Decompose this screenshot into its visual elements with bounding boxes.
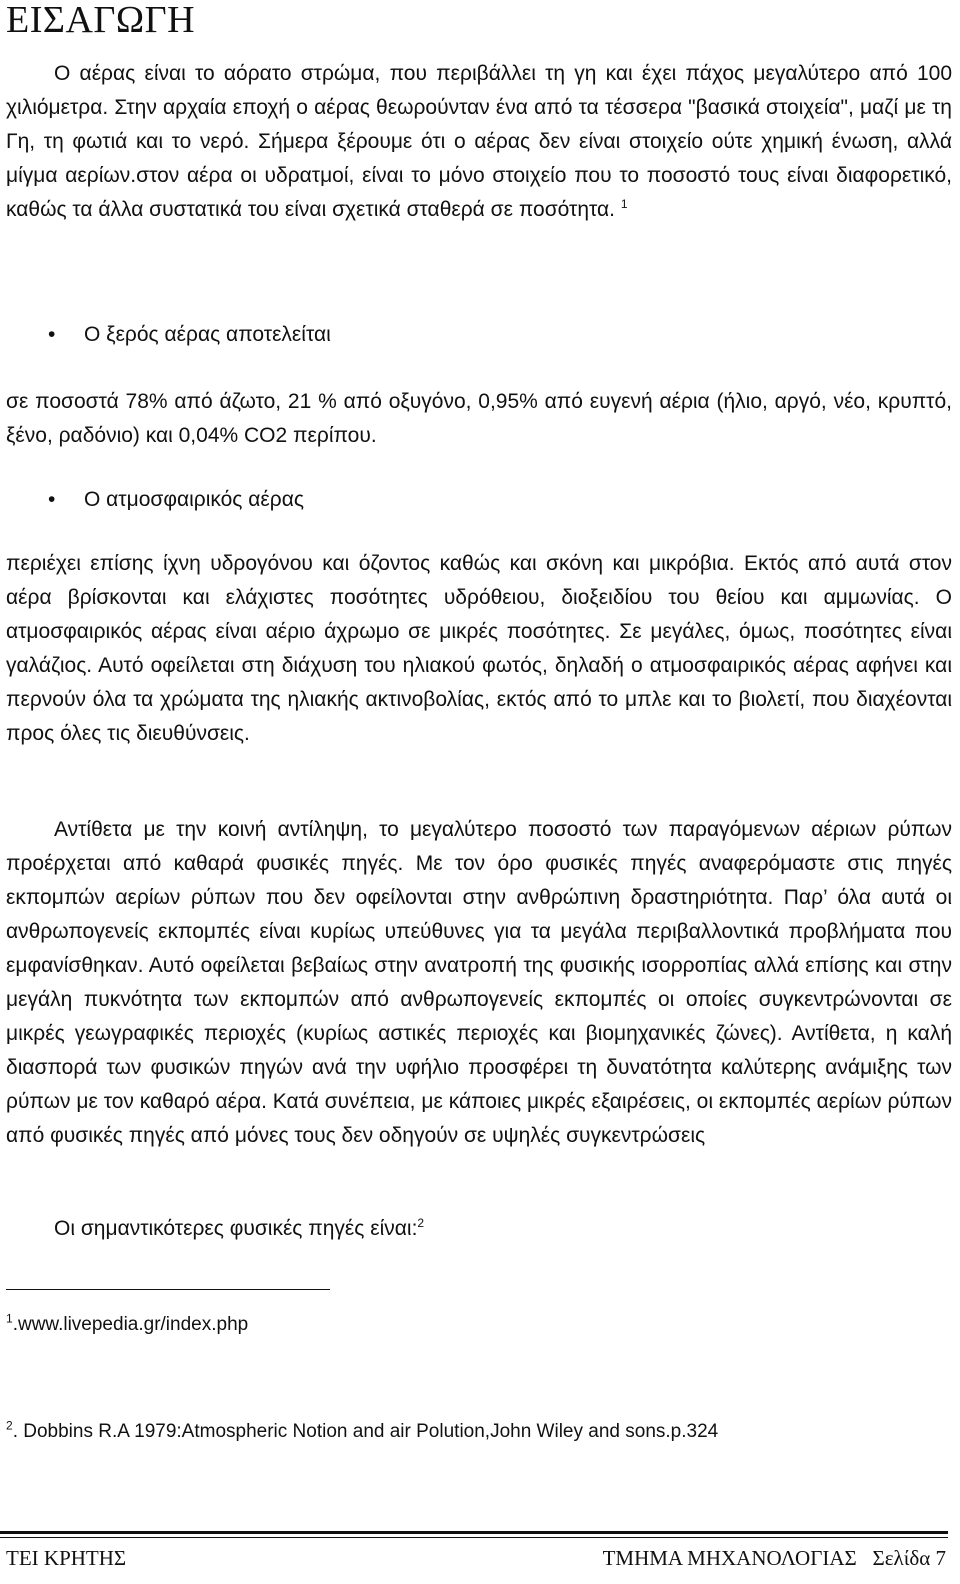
footnote-ref-1: 1 xyxy=(620,197,628,211)
footer-rule xyxy=(0,1531,948,1534)
footnote-divider xyxy=(6,1289,330,1290)
bullet-dry-air-label: Ο ξερός αέρας αποτελείται xyxy=(84,323,331,346)
natural-sources-paragraph xyxy=(6,1212,952,1246)
footnote-1 xyxy=(6,1313,248,1337)
bullet-icon: • xyxy=(48,323,56,346)
composition-paragraph: σε ποσοστά 78% από άζωτο, 21 % από οξυγόνο, 0,95% από ευγενή αέρια (ήλιο, αργό, νέο, κρυπτό, ξένο, ραδόνιο) και 0,04% CO2 περίπου. xyxy=(6,390,952,447)
page-title: ΕΙΣΑΓΩΓΗ xyxy=(6,0,196,41)
bullet-icon: • xyxy=(48,488,56,511)
footer-rule-thin xyxy=(0,1537,948,1538)
footer-institution: ΤΕΙ ΚΡΗΤΗΣ xyxy=(6,1546,127,1570)
footnote-ref-2: 2 xyxy=(417,1216,425,1230)
trace-elements-paragraph: περιέχει επίσης ίχνη υδρογόνου και όζοντος καθώς και σκόνη και μικρόβια. Εκτός από αυτά στον αέρα βρίσκονται και ελάχιστες ποσότητες υδρόθειου, διοξειδίου του θείου και αμμωνίας. Ο ατμοσφαιρικός αέρας είναι αέριο άχρωμο σε μικρές ποσότητες. Σε μεγάλες, όμως, ποσότητες είναι γαλάζιος. Αυτό οφείλεται στη διάχυση του ηλιακού φωτός, δηλαδή ο ατμοσφαιρικός αέρας αφήνει και περνούν όλα τα χρώματα της ηλιακής ακτινοβολίας, εκτός από το μπλε και το βιολετί, που διαχέονται προς όλες τις διευθύνσεις. xyxy=(6,552,952,745)
footnote-2-mark: 2 xyxy=(6,1418,13,1433)
bullet-atmospheric-air xyxy=(48,483,304,517)
bullet-atmospheric-air-label: Ο ατμοσφαιρικός αέρας xyxy=(84,488,304,511)
intro-paragraph-text: Ο αέρας είναι το αόρατο στρώμα, που περιβάλλει τη γη και έχει πάχος μεγαλύτερο από 100 χιλιόμετρα. Στην αρχαία εποχή ο αέρας θεωρούνταν ένα από τα τέσσερα "βασικά στοιχεία", μαζί με τη Γη, τη φωτιά και το νερό. Σήμερα ξέρουμε ότι ο αέρας δεν είναι στοιχείο ούτε χημική ένωση, αλλά μίγμα αερίων.στον αέρα οι υδρατμοί, είναι το μόνο στοιχείο που το ποσοστό τους είναι διαφορετικό, καθώς τα άλλα συστατικά του είναι σχετικά σταθερά σε ποσότητα. xyxy=(6,62,952,221)
intro-paragraph xyxy=(6,57,952,227)
footnote-2 xyxy=(6,1420,718,1444)
bullet-dry-air xyxy=(48,318,331,352)
natural-sources-text: Οι σημαντικότερες φυσικές πηγές είναι: xyxy=(54,1217,418,1240)
footnote-2-text: . Dobbins R.A 1979:Atmospheric Notion and air Polution,John Wiley and sons.p.324 xyxy=(12,1421,719,1442)
footnote-1-text: .www.livepedia.gr/index.php xyxy=(12,1314,249,1335)
footer-department-page: ΤΜΗΜΑ ΜΗΧΑΝΟΛΟΓΙΑΣ Σελίδα 7 xyxy=(602,1546,946,1570)
pollutant-sources-paragraph: Αντίθετα με την κοινή αντίληψη, το μεγαλύτερο ποσοστό των παραγόμενων αέριων ρύπων προέρχεται από καθαρά φυσικές πηγές. Με τον όρο φυσικές πηγές αναφερόμαστε στις πηγές εκπομπών αερίων ρύπων που δεν οφείλονται στην ανθρώπινη δραστηριότητα. Παρ’ όλα αυτά οι ανθρωπογενείς εκπομπές είναι κυρίως υπεύθυνες για τα μεγάλα περιβαλλοντικά προβλήματα που εμφανίσθηκαν. Αυτό οφείλεται βεβαίως στην ανατροπή της φυσικής ισορροπίας αλλά επίσης και στην μεγάλη πυκνότητα των εκπομπών από ανθρωπογενείς εκπομπές οι οποίες συγκεντρώνονται σε μικρές γεωγραφικές περιοχές (κυρίως αστικές περιοχές και βιομηχανικές ζώνες). Αντίθετα, η καλή διασπορά των φυσικών πηγών ανά την υφήλιο προσφέρει τη δυνατότητα καλύτερης ανάμιξης των ρύπων με τον καθαρό αέρα. Κατά συνέπεια, με κάποιες μικρές εξαιρέσεις, οι εκπομπές αερίων ρύπων από φυσικές πηγές από μόνες τους δεν οδηγούν σε υψηλές συγκεντρώσεις xyxy=(6,818,952,1147)
footnote-1-mark: 1 xyxy=(6,1311,13,1326)
